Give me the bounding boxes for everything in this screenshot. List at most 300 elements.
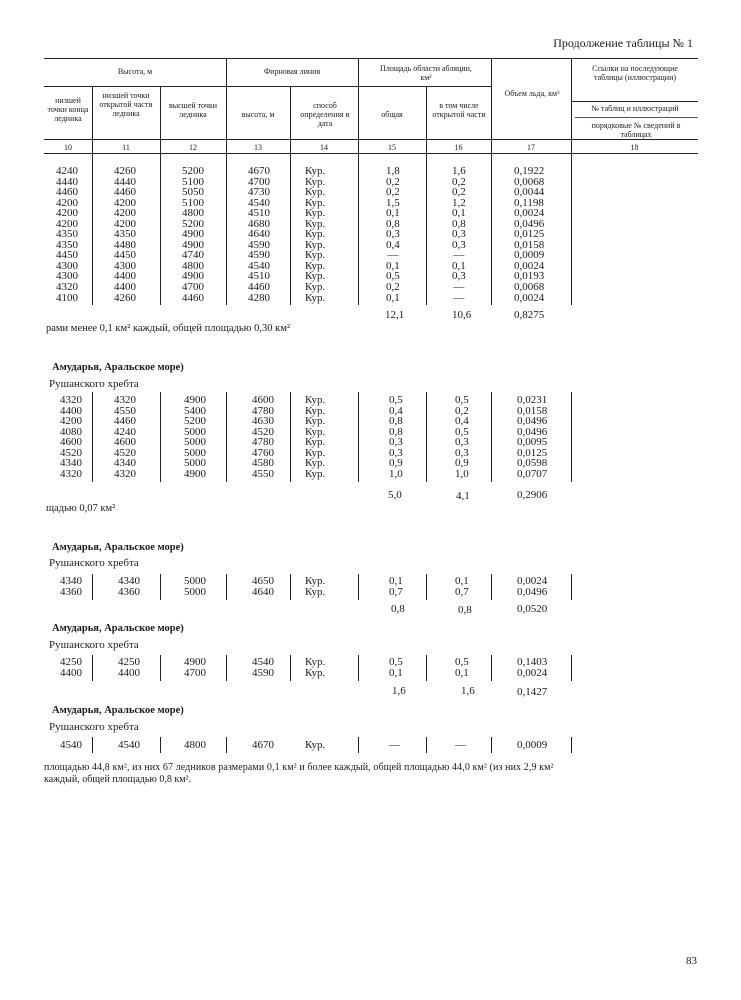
s1-col16 bbox=[452, 166, 466, 303]
s2-col11-cell: 4600 bbox=[114, 436, 136, 449]
s2-col16-cell: 0,4 bbox=[455, 415, 469, 428]
s1-col12-cell: 4700 bbox=[182, 281, 204, 294]
s1-col10-cell: 4200 bbox=[56, 196, 78, 209]
s3-total-c17: 0,0520 bbox=[517, 603, 548, 615]
s5-c10: 4540 bbox=[60, 739, 82, 751]
s1-col14-cell: Кур. bbox=[305, 196, 326, 209]
s2-col10 bbox=[60, 395, 82, 479]
s2-col13-cell: 4580 bbox=[252, 457, 274, 470]
vrule bbox=[426, 153, 427, 305]
s1-col16-cell: 0,3 bbox=[452, 270, 466, 283]
s1-col13-cell: 4510 bbox=[248, 270, 270, 283]
s1-col12-cell: 4800 bbox=[182, 207, 204, 220]
s1-note: рами менее 0,1 км² каждый, общей площадью 0,30 км² bbox=[46, 323, 290, 334]
s1-col11-cell: 4300 bbox=[114, 259, 136, 272]
s2-col17-cell: 0,0496 bbox=[517, 425, 548, 438]
s1-col11-cell: 4400 bbox=[114, 270, 136, 283]
s5-c17: 0,0009 bbox=[517, 739, 548, 751]
s2-col15-cell: 0,9 bbox=[389, 457, 403, 470]
vrule bbox=[290, 392, 291, 482]
s1-col13-cell: 4510 bbox=[248, 207, 270, 220]
hdr-c18a: № таблиц и иллюстраций bbox=[591, 104, 679, 113]
s1-col11-cell: 4200 bbox=[114, 196, 136, 209]
s3-col14-cell: Кур. bbox=[305, 575, 326, 587]
s1-col17-cell: 0,0024 bbox=[514, 207, 545, 220]
colnum-17: 17 bbox=[527, 143, 535, 152]
vrule bbox=[290, 574, 291, 600]
s4-col11-cell: 4250 bbox=[118, 656, 140, 668]
s2-col13-cell: 4780 bbox=[252, 404, 274, 417]
s1-col16-cell: — bbox=[453, 249, 465, 262]
s2-col15-cell: 1,0 bbox=[389, 467, 403, 480]
s4-col15-cell: 0,1 bbox=[389, 666, 403, 679]
s2-col14 bbox=[305, 395, 325, 479]
s2-col10-cell: 4400 bbox=[60, 404, 82, 417]
s2-col14-cell: Кур. bbox=[305, 467, 326, 480]
s1-col11-cell: 4260 bbox=[114, 291, 136, 304]
s4-col13-cell: 4590 bbox=[252, 666, 274, 679]
s1-col13-cell: 4670 bbox=[248, 165, 270, 177]
s2-col17-cell: 0,0125 bbox=[517, 446, 548, 459]
s1-col12-cell: 5100 bbox=[182, 196, 204, 209]
colnum-10: 10 bbox=[64, 143, 72, 152]
s3-col17-cell: 0,0024 bbox=[517, 575, 548, 587]
s2-col15-cell: 0,4 bbox=[389, 404, 403, 417]
s3-col11-cell: 4360 bbox=[118, 585, 140, 598]
s4-col12-cell: 4900 bbox=[184, 656, 206, 668]
s2-col16-cell: 0,2 bbox=[455, 404, 469, 417]
s1-col15-cell: — bbox=[387, 249, 399, 262]
vrule bbox=[92, 392, 93, 482]
s1-col10-cell: 4200 bbox=[56, 207, 78, 220]
s1-col16-cell: 0,2 bbox=[452, 186, 466, 199]
s1-col17-cell: 0,1198 bbox=[514, 196, 544, 209]
s1-col17-cell: 0,0009 bbox=[514, 249, 545, 262]
s3-col13 bbox=[252, 576, 274, 597]
s2-col12 bbox=[184, 395, 206, 479]
hdr-volume: Объем льда, км³ bbox=[504, 89, 560, 98]
s5-note-line1: площадью 44,8 км², из них 67 ледников размерами 0,1 км² и более каждый, общей площадью 44,0 км² (из них 2,9 км² bbox=[44, 762, 554, 773]
s4-col16 bbox=[455, 657, 469, 678]
vrule bbox=[491, 655, 492, 681]
s3-col16-cell: 0,7 bbox=[455, 585, 469, 598]
s2-col12-cell: 5000 bbox=[184, 425, 206, 438]
s2-col15-cell: 0,3 bbox=[389, 436, 403, 449]
colnum-18: 18 bbox=[630, 143, 639, 152]
vrule bbox=[571, 737, 572, 753]
hdr-height-group: Высота, м bbox=[117, 67, 153, 76]
s2-col11-cell: 4320 bbox=[114, 467, 136, 480]
s1-col13-cell: 4540 bbox=[248, 196, 270, 209]
s2-col16-cell: 0,5 bbox=[455, 425, 469, 438]
s3-col10-cell: 4340 bbox=[60, 575, 82, 587]
s1-col11-cell: 4350 bbox=[114, 228, 136, 241]
vrule bbox=[426, 655, 427, 681]
hdr-firn-group: Фирновая линия bbox=[263, 67, 321, 76]
s1-col17-cell: 0,0024 bbox=[514, 291, 545, 304]
s1-col13-cell: 4590 bbox=[248, 238, 270, 251]
s2-col13-cell: 4600 bbox=[252, 394, 274, 406]
s2-col11-cell: 4460 bbox=[114, 415, 136, 428]
s1-total-c15: 12,1 bbox=[385, 309, 405, 321]
s1-col16-cell: 0,1 bbox=[452, 207, 466, 220]
s3-title: Амударья, Аральское море) bbox=[52, 542, 184, 553]
s2-col15-cell: 0,8 bbox=[389, 415, 403, 428]
s3-col16 bbox=[455, 576, 469, 597]
s1-col10-cell: 4460 bbox=[56, 186, 78, 199]
rule-mid bbox=[44, 86, 491, 87]
s1-col12-cell: 4900 bbox=[182, 238, 204, 251]
s3-col17 bbox=[517, 576, 547, 597]
s1-col12-cell: 4740 bbox=[182, 249, 204, 262]
s5-c16: — bbox=[455, 739, 466, 751]
s1-col11-cell: 4440 bbox=[114, 175, 136, 188]
s1-col16-cell: 1,6 bbox=[452, 165, 466, 177]
s4-col14 bbox=[305, 657, 325, 678]
s2-col15-cell: 0,5 bbox=[389, 394, 403, 406]
s1-total-c16: 10,6 bbox=[452, 309, 472, 321]
s1-col12-cell: 4460 bbox=[182, 291, 204, 304]
s2-col14-cell: Кур. bbox=[305, 457, 326, 470]
s1-col13-cell: 4280 bbox=[248, 291, 270, 304]
colnum-16: 16 bbox=[454, 143, 463, 152]
s1-col17 bbox=[514, 166, 544, 303]
s2-col15-cell: 0,8 bbox=[389, 425, 403, 438]
s5-c13: 4670 bbox=[252, 739, 274, 751]
s1-col15-cell: 0,2 bbox=[386, 186, 400, 199]
s1-col10-cell: 4320 bbox=[56, 281, 78, 294]
s5-c15: — bbox=[389, 739, 400, 751]
colnum-11: 11 bbox=[122, 143, 130, 152]
s2-title: Амударья, Аральское море) bbox=[52, 362, 184, 373]
hdr-ablation-group: Площадь области абляции, км² bbox=[380, 64, 472, 82]
rule-nums-top bbox=[44, 139, 698, 140]
s3-col10 bbox=[60, 576, 82, 597]
s3-col15 bbox=[389, 576, 403, 597]
s1-col10-cell: 4100 bbox=[56, 291, 78, 304]
s4-col17-cell: 0,1403 bbox=[517, 656, 548, 668]
vrule bbox=[491, 737, 492, 753]
s1-col16-cell: — bbox=[453, 281, 465, 294]
s2-col14-cell: Кур. bbox=[305, 425, 326, 438]
s2-total-c15: 5,0 bbox=[388, 489, 402, 501]
s2-col14-cell: Кур. bbox=[305, 404, 326, 417]
vrule bbox=[160, 574, 161, 600]
s2-col16-cell: 0,3 bbox=[455, 436, 469, 449]
s1-col17-cell: 0,0125 bbox=[514, 228, 545, 241]
s1-col10-cell: 4350 bbox=[56, 238, 78, 251]
s1-col14-cell: Кур. bbox=[305, 217, 326, 230]
s2-col17 bbox=[517, 395, 547, 479]
s1-col17-cell: 0,0068 bbox=[514, 281, 545, 294]
vrule bbox=[226, 655, 227, 681]
s2-col15-cell: 0,3 bbox=[389, 446, 403, 459]
vrule bbox=[226, 153, 227, 305]
page-number: 83 bbox=[686, 955, 697, 967]
hdr-c16: в том числе открытой части bbox=[432, 101, 486, 119]
s2-col14-cell: Кур. bbox=[305, 436, 326, 449]
s1-col11-cell: 4400 bbox=[114, 281, 136, 294]
s3-col14-cell: Кур. bbox=[305, 585, 326, 598]
s3-col15-cell: 0,7 bbox=[389, 585, 403, 598]
vrule bbox=[226, 737, 227, 753]
vrule bbox=[92, 655, 93, 681]
s2-col11-cell: 4320 bbox=[114, 394, 136, 406]
rule-top bbox=[44, 58, 698, 59]
s2-col14-cell: Кур. bbox=[305, 394, 326, 406]
s1-col14-cell: Кур. bbox=[305, 228, 326, 241]
s1-col11-cell: 4460 bbox=[114, 186, 136, 199]
vrule bbox=[160, 153, 161, 305]
s1-col15-cell: 0,3 bbox=[386, 228, 400, 241]
s5-c11: 4540 bbox=[118, 739, 140, 751]
hdr-c13: высота, м bbox=[241, 110, 275, 119]
s1-col15-cell: 0,5 bbox=[386, 270, 400, 283]
s4-col17-cell: 0,0024 bbox=[517, 666, 548, 679]
colnum-13: 13 bbox=[254, 143, 262, 152]
s1-col10-cell: 4350 bbox=[56, 228, 78, 241]
colnum-14: 14 bbox=[320, 143, 328, 152]
vrule bbox=[571, 392, 572, 482]
s2-col11-cell: 4340 bbox=[114, 457, 136, 470]
s4-col14-cell: Кур. bbox=[305, 666, 326, 679]
s1-col12-cell: 5050 bbox=[182, 186, 204, 199]
vrule bbox=[426, 737, 427, 753]
s1-col12-cell: 4800 bbox=[182, 259, 204, 272]
s2-col16 bbox=[455, 395, 469, 479]
vrule bbox=[426, 574, 427, 600]
vrule bbox=[290, 655, 291, 681]
s1-col17-cell: 0,0044 bbox=[514, 186, 545, 199]
s2-col10-cell: 4320 bbox=[60, 394, 82, 406]
s2-col17-cell: 0,0095 bbox=[517, 436, 548, 449]
s4-col12-cell: 4700 bbox=[184, 666, 206, 679]
vrule bbox=[491, 58, 492, 153]
s2-col12-cell: 4900 bbox=[184, 394, 206, 406]
s2-col15 bbox=[389, 395, 403, 479]
vrule bbox=[92, 737, 93, 753]
s1-col13-cell: 4540 bbox=[248, 259, 270, 272]
s2-col11-cell: 4520 bbox=[114, 446, 136, 459]
hdr-c18b: порядковые № сведений в таблицах bbox=[591, 121, 681, 139]
s4-total-c15: 1,6 bbox=[392, 685, 406, 697]
s2-col17-cell: 0,0231 bbox=[517, 394, 548, 406]
vrule bbox=[571, 574, 572, 600]
s1-col13-cell: 4640 bbox=[248, 228, 270, 241]
s1-col12-cell: 5100 bbox=[182, 175, 204, 188]
s2-total-c17: 0,2906 bbox=[517, 489, 548, 501]
s1-col17-cell: 0,0158 bbox=[514, 238, 545, 251]
vrule bbox=[358, 153, 359, 305]
s4-col10-cell: 4250 bbox=[60, 656, 82, 668]
vrule bbox=[491, 574, 492, 600]
rule-mid2 bbox=[571, 101, 698, 102]
s2-col13-cell: 4760 bbox=[252, 446, 274, 459]
s4-col13 bbox=[252, 657, 274, 678]
s3-col16-cell: 0,1 bbox=[455, 575, 469, 587]
s2-col12-cell: 5000 bbox=[184, 436, 206, 449]
s5-c14: Кур. bbox=[305, 739, 326, 751]
s3-col13-cell: 4650 bbox=[252, 575, 274, 587]
s1-col15 bbox=[386, 166, 400, 303]
s2-col14-cell: Кур. bbox=[305, 415, 326, 428]
vrule bbox=[571, 153, 572, 305]
s1-col10-cell: 4450 bbox=[56, 249, 78, 262]
s1-col12 bbox=[182, 166, 204, 303]
s2-col10-cell: 4080 bbox=[60, 425, 82, 438]
s3-col15-cell: 0,1 bbox=[389, 575, 403, 587]
vrule bbox=[290, 153, 291, 305]
s1-total-c17: 0,8275 bbox=[514, 309, 545, 321]
s4-col15 bbox=[389, 657, 403, 678]
s3-col14 bbox=[305, 576, 325, 597]
s3-col12-cell: 5000 bbox=[184, 585, 206, 598]
s2-col14-cell: Кур. bbox=[305, 446, 326, 459]
s4-col10-cell: 4400 bbox=[60, 666, 82, 679]
s4-subtitle: Рушанского хребта bbox=[49, 639, 139, 651]
s1-col13-cell: 4460 bbox=[248, 281, 270, 294]
s1-col11-cell: 4200 bbox=[114, 207, 136, 220]
s2-col12-cell: 5200 bbox=[184, 415, 206, 428]
s1-col11-cell: 4480 bbox=[114, 238, 136, 251]
vrule bbox=[358, 655, 359, 681]
s1-col10-cell: 4240 bbox=[56, 165, 78, 177]
s4-col16-cell: 0,1 bbox=[455, 666, 469, 679]
vrule bbox=[160, 655, 161, 681]
s3-col17-cell: 0,0496 bbox=[517, 585, 548, 598]
vrule bbox=[358, 58, 359, 153]
s1-col15-cell: 0,1 bbox=[386, 259, 400, 272]
s2-col12-cell: 5400 bbox=[184, 404, 206, 417]
s4-col15-cell: 0,5 bbox=[389, 656, 403, 668]
s4-col10 bbox=[60, 657, 82, 678]
s1-col12-cell: 4900 bbox=[182, 228, 204, 241]
s2-col11-cell: 4240 bbox=[114, 425, 136, 438]
s1-col14-cell: Кур. bbox=[305, 175, 326, 188]
s1-col17-cell: 0,0193 bbox=[514, 270, 545, 283]
s1-col16-cell: — bbox=[453, 291, 465, 304]
s1-col13 bbox=[248, 166, 270, 303]
s2-note: щадью 0,07 км² bbox=[46, 503, 116, 514]
s2-subtitle: Рушанского хребта bbox=[49, 378, 139, 390]
hdr-refs-group: Ссылки на последующие таблицы (иллюстрации) bbox=[592, 64, 678, 82]
s5-title: Амударья, Аральское море) bbox=[52, 705, 184, 716]
s2-col11 bbox=[114, 395, 136, 479]
s1-col16-cell: 0,3 bbox=[452, 238, 466, 251]
s1-col15-cell: 0,2 bbox=[386, 175, 400, 188]
s4-col17 bbox=[517, 657, 547, 678]
s2-col12-cell: 5000 bbox=[184, 457, 206, 470]
s4-total-c16: 1,6 bbox=[461, 685, 475, 697]
s3-total-c15: 0,8 bbox=[391, 603, 405, 615]
s4-total-c17: 0,1427 bbox=[517, 686, 548, 698]
s5-subtitle: Рушанского хребта bbox=[49, 721, 139, 733]
s2-col10-cell: 4520 bbox=[60, 446, 82, 459]
vrule bbox=[426, 392, 427, 482]
vrule bbox=[92, 574, 93, 600]
vrule bbox=[491, 153, 492, 305]
s1-col14-cell: Кур. bbox=[305, 270, 326, 283]
s1-col13-cell: 4700 bbox=[248, 175, 270, 188]
s3-col10-cell: 4360 bbox=[60, 585, 82, 598]
s2-total-c16: 4,1 bbox=[456, 490, 470, 502]
s3-total-c16: 0,8 bbox=[458, 604, 472, 616]
s2-col12-cell: 5000 bbox=[184, 446, 206, 459]
s4-col13-cell: 4540 bbox=[252, 656, 274, 668]
s1-col14-cell: Кур. bbox=[305, 238, 326, 251]
s2-col17-cell: 0,0496 bbox=[517, 415, 548, 428]
s1-col16-cell: 1,2 bbox=[452, 196, 466, 209]
vrule bbox=[226, 392, 227, 482]
s2-col13-cell: 4550 bbox=[252, 467, 274, 480]
s4-col16-cell: 0,5 bbox=[455, 656, 469, 668]
s1-col11-cell: 4450 bbox=[114, 249, 136, 262]
vrule bbox=[226, 574, 227, 600]
vrule bbox=[571, 655, 572, 681]
s4-col14-cell: Кур. bbox=[305, 656, 326, 668]
s1-col10 bbox=[56, 166, 78, 303]
rule-nums-bottom bbox=[44, 153, 698, 154]
s1-col17-cell: 0,0496 bbox=[514, 217, 545, 230]
s2-col16-cell: 1,0 bbox=[455, 467, 469, 480]
s1-col17-cell: 0,0068 bbox=[514, 175, 545, 188]
s1-col17-cell: 0,1922 bbox=[514, 165, 545, 177]
s1-col14-cell: Кур. bbox=[305, 249, 326, 262]
s1-col11 bbox=[114, 166, 136, 303]
s4-col11-cell: 4400 bbox=[118, 666, 140, 679]
s1-col15-cell: 0,8 bbox=[386, 217, 400, 230]
rule-c18 bbox=[575, 117, 698, 118]
s2-col13 bbox=[252, 395, 274, 479]
s1-col13-cell: 4590 bbox=[248, 249, 270, 262]
s1-col17-cell: 0,0024 bbox=[514, 259, 545, 272]
s2-col12-cell: 4900 bbox=[184, 467, 206, 480]
s1-col14-cell: Кур. bbox=[305, 207, 326, 220]
s1-col15-cell: 0,2 bbox=[386, 281, 400, 294]
s1-col12-cell: 5200 bbox=[182, 165, 204, 177]
vrule bbox=[160, 392, 161, 482]
vrule bbox=[358, 574, 359, 600]
s1-col11-cell: 4260 bbox=[114, 165, 136, 177]
s1-col15-cell: 1,8 bbox=[386, 165, 400, 177]
s2-col16-cell: 0,3 bbox=[455, 446, 469, 459]
hdr-c11: низшей точки открытой части ледника bbox=[99, 91, 153, 118]
s1-col14-cell: Кур. bbox=[305, 186, 326, 199]
running-header: Продолжение таблицы № 1 bbox=[553, 36, 693, 50]
s2-col13-cell: 4520 bbox=[252, 425, 274, 438]
s1-col10-cell: 4300 bbox=[56, 259, 78, 272]
s1-col10-cell: 4200 bbox=[56, 217, 78, 230]
hdr-c10: низшей точки конца ледника bbox=[47, 96, 89, 123]
s2-col10-cell: 4340 bbox=[60, 457, 82, 470]
s2-col16-cell: 0,5 bbox=[455, 394, 469, 406]
s4-col11 bbox=[118, 657, 140, 678]
s2-col10-cell: 4200 bbox=[60, 415, 82, 428]
s1-col14-cell: Кур. bbox=[305, 165, 326, 177]
s1-col11-cell: 4200 bbox=[114, 217, 136, 230]
s1-col12-cell: 5200 bbox=[182, 217, 204, 230]
s3-col12 bbox=[184, 576, 206, 597]
s1-col15-cell: 1,5 bbox=[386, 196, 400, 209]
s5-note-line2: каждый, общей площадью 0,8 км². bbox=[44, 774, 192, 785]
colnum-12: 12 bbox=[189, 143, 197, 152]
s1-col14-cell: Кур. bbox=[305, 281, 326, 294]
s1-col15-cell: 0,1 bbox=[386, 291, 400, 304]
s1-col12-cell: 4900 bbox=[182, 270, 204, 283]
s4-col12 bbox=[184, 657, 206, 678]
vrule bbox=[491, 392, 492, 482]
s4-title: Амударья, Аральское море) bbox=[52, 623, 184, 634]
